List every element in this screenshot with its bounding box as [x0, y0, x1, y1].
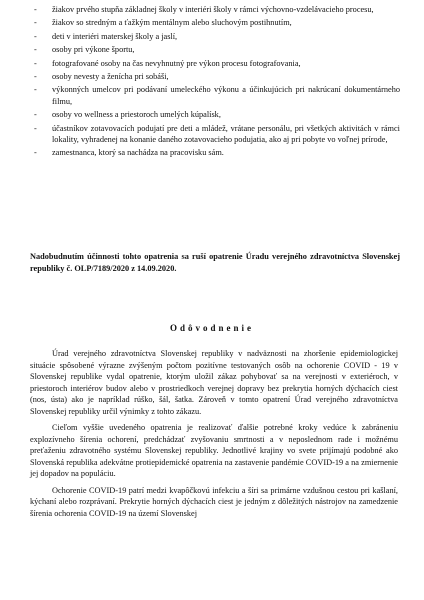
- list-item-text: osoby pri výkone športu,: [52, 45, 135, 55]
- list-item: [30, 84, 400, 107]
- bullet-dash: -: [34, 148, 37, 158]
- list-item-text: zamestnanca, ktorý sa nachádza na pracovisku sám.: [52, 148, 224, 158]
- section-heading: Odôvodnenie: [169, 323, 254, 333]
- list-item: [30, 44, 400, 55]
- bullet-dash: -: [34, 18, 37, 28]
- paragraph: Cieľom vyššie uvedeného opatrenia je realizovať ďalšie potrebné kroky vedúce k zabráneniu explozívneho šírenia ochorení, predchádzať zvyšovaniu smrtnosti a v neposlednom rade i možnému preťaženiu zdravotného systému Slovenskej republiky. Jednotlivé krajiny vo svete prijímajú podobné ako Slovenská republika adekvátne protiepidemické opatrenia na zastavenie pandémie COVID-19 a na zmiernenie jej dopadov na populáciu.: [30, 423, 398, 478]
- bullet-dash: -: [34, 85, 37, 95]
- bullet-dash: -: [34, 72, 37, 82]
- repeal-notice: Nadobudnutím účinnosti tohto opatrenia sa ruší opatrenie Úradu verejného zdravotníctva Slovenskej republiky č. OLP/7189/2020 z 14.09.2020.: [30, 252, 400, 273]
- list-item-text: osoby vo wellness a priestoroch umelých kúpalísk,: [52, 110, 221, 120]
- list-item-text: deti v interiéri materskej školy a jaslí,: [52, 31, 178, 41]
- paragraph: Úrad verejného zdravotníctva Slovenskej republiky v nadväznosti na zhoršenie epidemiologickej situácie spôsobené výrazne zvýšeným počtom pozitívne testovaných osôb na ochorenie COVID - 19 v Slovenskej republike vydal opatrenie, ktorým uložil zákaz pohybovať sa na verejnosti v exteriéroch, v priestoroch interiérov budov alebo v prostriedkoch verejnej dopravy bez prekrytia horných dýchacích ciest (nos, ústa) ako je napríklad rúško, šál, šatka. Zároveň v tomto opatrení Úrad verejného zdravotníctva Slovenskej republiky určil výnimky z tohto zákazu.: [30, 349, 398, 416]
- bullet-dash: -: [34, 31, 37, 41]
- justification-body: [30, 348, 398, 524]
- list-item: [30, 4, 400, 15]
- bullet-dash: -: [34, 58, 37, 68]
- paragraph: Ochorenie COVID-19 patrí medzi kvapôčkovú infekciu a šíri sa primárne vzdušnou cestou pri kašlaní, kýchaní alebo rozprávaní. Prekrytie horných dýchacích ciest je jedným z dôležitých nástrojov na zamedzenie šírenia ochorenia COVID-19 na území Slovenskej: [30, 485, 398, 518]
- bullet-dash: -: [34, 5, 37, 14]
- list-item-text: výkonných umelcov pri podávaní umeleckého výkonu a účinkujúcich pri nakrúcaní dokumentárneho filmu,: [52, 85, 400, 106]
- list-item: [30, 58, 400, 69]
- list-item: [30, 109, 400, 120]
- list-item-text: účastníkov zotavovacích podujatí pre deti a mládež, vrátane personálu, pri všetkých aktivitách v rámci lokality, vyhradenej na konanie daného zotavovacieho podujatia, ako aj pri pobyte vo voľnej prírode,: [52, 123, 400, 145]
- list-item: [30, 17, 400, 28]
- list-item: [30, 123, 400, 146]
- bullet-dash: -: [34, 123, 37, 133]
- list-item-text: osoby nevesty a ženícha pri sobáši,: [52, 72, 169, 82]
- bullet-dash: -: [34, 45, 37, 55]
- list-item-text: fotografované osoby na čas nevyhnutný pre výkon procesu fotografovania,: [52, 58, 301, 68]
- list-item-text: žiakov so stredným a ťažkým mentálnym alebo sluchovým postihnutím,: [52, 18, 292, 28]
- list-item-text: žiakov prvého stupňa základnej školy v interiéri školy v rámci výchovno-vzdelávacieho procesu,: [52, 5, 374, 14]
- bullet-dash: -: [34, 110, 37, 120]
- list-item: [30, 31, 400, 42]
- list-item: [30, 71, 400, 82]
- exception-list: [30, 4, 400, 161]
- list-item: [30, 147, 400, 158]
